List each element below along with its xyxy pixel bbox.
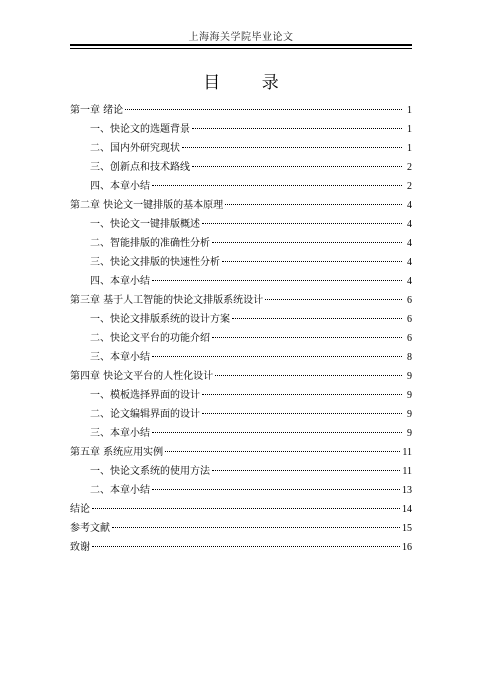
toc-leader-dots: [182, 147, 402, 148]
toc-page-number: 11: [402, 466, 412, 477]
toc-leader-dots: [152, 489, 400, 490]
toc-chapter-entry[interactable]: [70, 291, 412, 310]
toc-leader-dots: [212, 337, 402, 338]
toc-section-entry[interactable]: [70, 234, 412, 253]
toc-section-entry[interactable]: [70, 462, 412, 481]
toc-entry-label: 一、快论文系统的使用方法: [90, 466, 210, 477]
toc-leader-dots: [92, 546, 400, 547]
header-rule-thick: [70, 44, 412, 46]
toc-leader-dots: [92, 508, 400, 509]
toc-entry-label: 二、快论文平台的功能介绍: [90, 333, 210, 344]
toc-entry-label: 第一章 绪论: [70, 105, 124, 116]
toc-section-entry[interactable]: [70, 120, 412, 139]
toc-chapter-entry[interactable]: [70, 519, 412, 538]
toc-leader-dots: [202, 394, 402, 395]
toc-leader-dots: [202, 223, 402, 224]
toc-page-number: 13: [402, 485, 412, 496]
toc-leader-dots: [152, 432, 402, 433]
toc-entry-label: 结论: [70, 504, 90, 515]
toc-section-entry[interactable]: [70, 139, 412, 158]
toc-entry-label: 一、模板选择界面的设计: [90, 390, 200, 401]
toc-entry-label: 一、快论文一键排版概述: [90, 219, 200, 230]
toc-page-number: 16: [402, 542, 412, 553]
toc-page-number: 9: [407, 390, 412, 401]
toc-entry-label: 二、智能排版的准确性分析: [90, 238, 210, 249]
toc-page-number: 4: [407, 276, 412, 287]
toc-section-entry[interactable]: [70, 348, 412, 367]
toc-leader-dots: [215, 375, 402, 376]
toc-section-entry[interactable]: [70, 424, 412, 443]
toc-page-number: 1: [407, 143, 412, 154]
toc-section-entry[interactable]: [70, 158, 412, 177]
toc-page-number: 1: [407, 124, 412, 135]
toc-entry-label: 第三章 基于人工智能的快论文排版系统设计: [70, 295, 264, 306]
toc-page-number: 9: [407, 428, 412, 439]
toc-leader-dots: [232, 318, 402, 319]
toc-page-number: 2: [407, 162, 412, 173]
toc-entry-label: 三、快论文排版的快速性分析: [90, 257, 220, 268]
toc-entry-label: 二、国内外研究现状: [90, 143, 180, 154]
toc-page-number: 1: [407, 105, 412, 116]
toc-chapter-entry[interactable]: [70, 196, 412, 215]
toc-entry-label: 四、本章小结: [90, 181, 150, 192]
toc-entry-label: 一、快论文排版系统的设计方案: [90, 314, 230, 325]
toc-entry-label: 三、创新点和技术路线: [90, 162, 190, 173]
toc-leader-dots: [202, 413, 402, 414]
toc-entry-label: 三、本章小结: [90, 428, 150, 439]
toc-section-entry[interactable]: [70, 405, 412, 424]
toc-entry-label: 四、本章小结: [90, 276, 150, 287]
toc-page-number: 6: [407, 314, 412, 325]
toc-page-number: 6: [407, 333, 412, 344]
toc-page-number: 8: [407, 352, 412, 363]
toc-entry-label: 第五章 系统应用实例: [70, 447, 164, 458]
toc-leader-dots: [152, 280, 402, 281]
toc-section-entry[interactable]: [70, 215, 412, 234]
toc-entry-label: 致谢: [70, 542, 90, 553]
toc-section-entry[interactable]: [70, 386, 412, 405]
toc-section-entry[interactable]: [70, 253, 412, 272]
toc-entry-label: 三、本章小结: [90, 352, 150, 363]
toc-page-number: 9: [407, 371, 412, 382]
table-of-contents: [70, 101, 412, 557]
toc-section-entry[interactable]: [70, 329, 412, 348]
toc-leader-dots: [165, 451, 400, 452]
running-header: 上海海关学院毕业论文: [188, 32, 294, 43]
toc-chapter-entry[interactable]: [70, 367, 412, 386]
toc-section-entry[interactable]: [70, 310, 412, 329]
toc-leader-dots: [112, 527, 400, 528]
toc-page-number: 4: [407, 257, 412, 268]
toc-entry-label: 第四章 快论文平台的人性化设计: [70, 371, 214, 382]
toc-chapter-entry[interactable]: [70, 443, 412, 462]
toc-chapter-entry[interactable]: [70, 101, 412, 120]
toc-page-number: 14: [402, 504, 412, 515]
toc-page-number: 4: [407, 200, 412, 211]
toc-page-number: 15: [402, 523, 412, 534]
toc-chapter-entry[interactable]: [70, 500, 412, 519]
toc-page-number: 9: [407, 409, 412, 420]
toc-leader-dots: [125, 109, 402, 110]
toc-entry-label: 一、快论文的选题背景: [90, 124, 190, 135]
toc-page-number: 2: [407, 181, 412, 192]
toc-leader-dots: [192, 166, 402, 167]
toc-page-number: 6: [407, 295, 412, 306]
toc-entry-label: 二、论文编辑界面的设计: [90, 409, 200, 420]
toc-title: 目 录: [203, 73, 297, 93]
toc-page-number: 4: [407, 238, 412, 249]
toc-page-number: 4: [407, 219, 412, 230]
toc-section-entry[interactable]: [70, 272, 412, 291]
toc-entry-label: 二、本章小结: [90, 485, 150, 496]
toc-leader-dots: [212, 242, 402, 243]
toc-entry-label: 第二章 快论文一键排版的基本原理: [70, 200, 224, 211]
toc-leader-dots: [265, 299, 402, 300]
toc-leader-dots: [152, 356, 402, 357]
toc-leader-dots: [212, 470, 400, 471]
header-rule-thin: [70, 48, 412, 49]
toc-leader-dots: [152, 185, 402, 186]
toc-chapter-entry[interactable]: [70, 538, 412, 557]
toc-section-entry[interactable]: [70, 177, 412, 196]
toc-leader-dots: [192, 128, 402, 129]
toc-section-entry[interactable]: [70, 481, 412, 500]
toc-entry-label: 参考文献: [70, 523, 110, 534]
toc-leader-dots: [225, 204, 402, 205]
toc-page-number: 11: [402, 447, 412, 458]
toc-leader-dots: [222, 261, 402, 262]
